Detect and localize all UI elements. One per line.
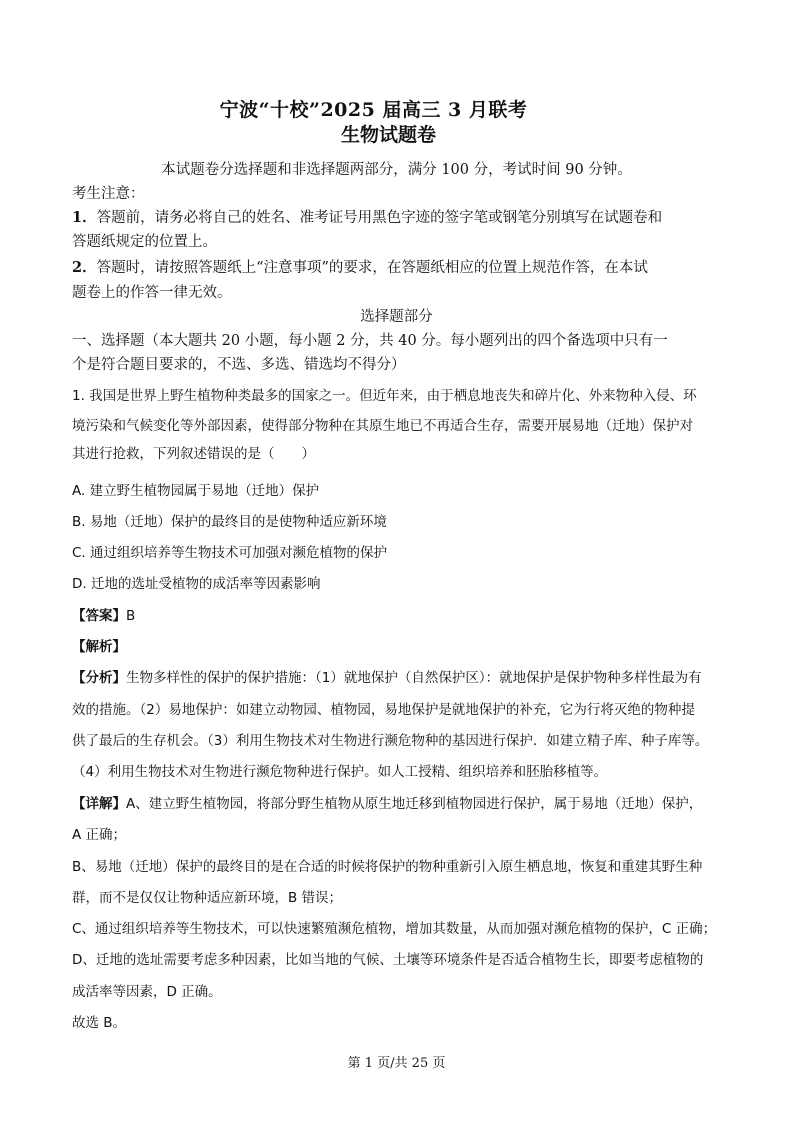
option-b: B. 易地（迁地）保护的最终目的是使物种适应新环境 xyxy=(72,514,387,530)
notice-number: 2． xyxy=(72,259,97,276)
analysis-text xyxy=(72,666,702,686)
marker-text: A、建立野生植物园，将部分野生植物从原生地迁移到植物园进行保护，属于易地（迁地）保护， xyxy=(126,796,703,812)
notice-number: 1． xyxy=(72,209,97,226)
marker-text: 生物多样性的保护的保护措施：（1）就地保护（自然保护区）：就地保护是保护物种多样性最为有 xyxy=(126,670,702,686)
notice-item-1-cont: 答题纸规定的位置上。 xyxy=(72,234,217,250)
section-marker: 【解析】 xyxy=(72,639,126,655)
option-a: A. 建立野生植物园属于易地（迁地）保护 xyxy=(72,483,320,499)
analysis-text: 供了最后的生存机会。（3）利用生物技术对生物进行濒危物种的基因进行保护．如建立精子库、种子库等。 xyxy=(72,733,709,749)
notice-text: 答题前，请务必将自己的姓名、准考证号用黑色字迹的签字笔或钢笔分别填写在试题卷和 xyxy=(96,210,663,226)
part-instructions: 一、选择题（本大题共 20 小题，每小题 2 分，共 40 分。每小题列出的四个备选项中只有一 xyxy=(72,333,668,349)
marker-text: B xyxy=(126,608,136,624)
section-marker: 【分析】 xyxy=(72,670,126,686)
conclusion-text: 故选 B。 xyxy=(72,1015,127,1031)
section-marker: 【答案】 xyxy=(72,608,126,624)
option-d: D. 迁地的选址受植物的成活率等因素影响 xyxy=(72,576,321,592)
analysis-text: （4）利用生物技术对生物进行濒危物种进行保护。如人工授精、组织培养和胚胎移植等。 xyxy=(72,764,608,780)
section-title: 选择题部分 xyxy=(360,309,433,325)
question-stem: 1. 我国是世界上野生植物种类最多的国家之一。但近年来，由于栖息地丧失和碎片化、外来物种入侵、环 xyxy=(72,388,697,404)
page-footer: 第 1 页/共 25 页 xyxy=(347,1056,446,1071)
section-marker: 【详解】 xyxy=(72,796,126,812)
intro-text: 本试题卷分选择题和非选择题两部分，满分 100 分，考试时间 90 分钟。 xyxy=(161,162,632,178)
explanation-text: D、迁地的选址需要考虑多种因素，比如当地的气候、土壤等环境条件是否适合植物生长，即要考虑植物的 xyxy=(72,952,704,968)
notice-item-2-cont: 题卷上的作答一律无效。 xyxy=(72,285,232,301)
analysis-label xyxy=(72,635,126,655)
explanation-text xyxy=(72,792,702,812)
option-c: C. 通过组织培养等生物技术可加强对濒危植物的保护 xyxy=(72,545,388,561)
notice-item-1 xyxy=(72,206,662,227)
question-stem-end: 其进行抢救，下列叙述错误的是（ ） xyxy=(72,446,315,462)
notice-heading: 考生注意： xyxy=(72,186,145,202)
question-stem-cont: 境污染和气候变化等外部因素，使得部分物种在其原生地已不再适合生存，需要开展易地（迁地）保护对 xyxy=(72,418,693,434)
analysis-text: 效的措施。（2）易地保护：如建立动物园、植物园，易地保护是就地保护的补充，它为行将灭绝的物种提 xyxy=(72,702,695,718)
exam-title: 宁波“十校”2025 届高三 3 月联考 xyxy=(219,99,528,121)
part-instructions-cont: 个是符合题目要求的，不选、多选、错选均不得分） xyxy=(72,357,406,373)
explanation-text: C、通过组织培养等生物技术，可以快速繁殖濒危植物，增加其数量，从而加强对濒危植物的保护，C 正确； xyxy=(72,921,717,937)
exam-subtitle: 生物试题卷 xyxy=(340,124,436,146)
explanation-text: 群，而不是仅仅让物种适应新环境，B 错误； xyxy=(72,890,343,906)
answer xyxy=(72,604,135,624)
explanation-text: 成活率等因素，D 正确。 xyxy=(72,984,222,1000)
notice-item-2 xyxy=(72,256,648,277)
explanation-text: B、易地（迁地）保护的最终目的是在合适的时候将保护的物种重新引入原生栖息地，恢复和重建其野生种 xyxy=(72,859,703,875)
notice-text: 答题时，请按照答题纸上“注意事项”的要求，在答题纸相应的位置上规范作答，在本试 xyxy=(96,260,648,276)
explanation-text: A 正确； xyxy=(72,827,127,843)
